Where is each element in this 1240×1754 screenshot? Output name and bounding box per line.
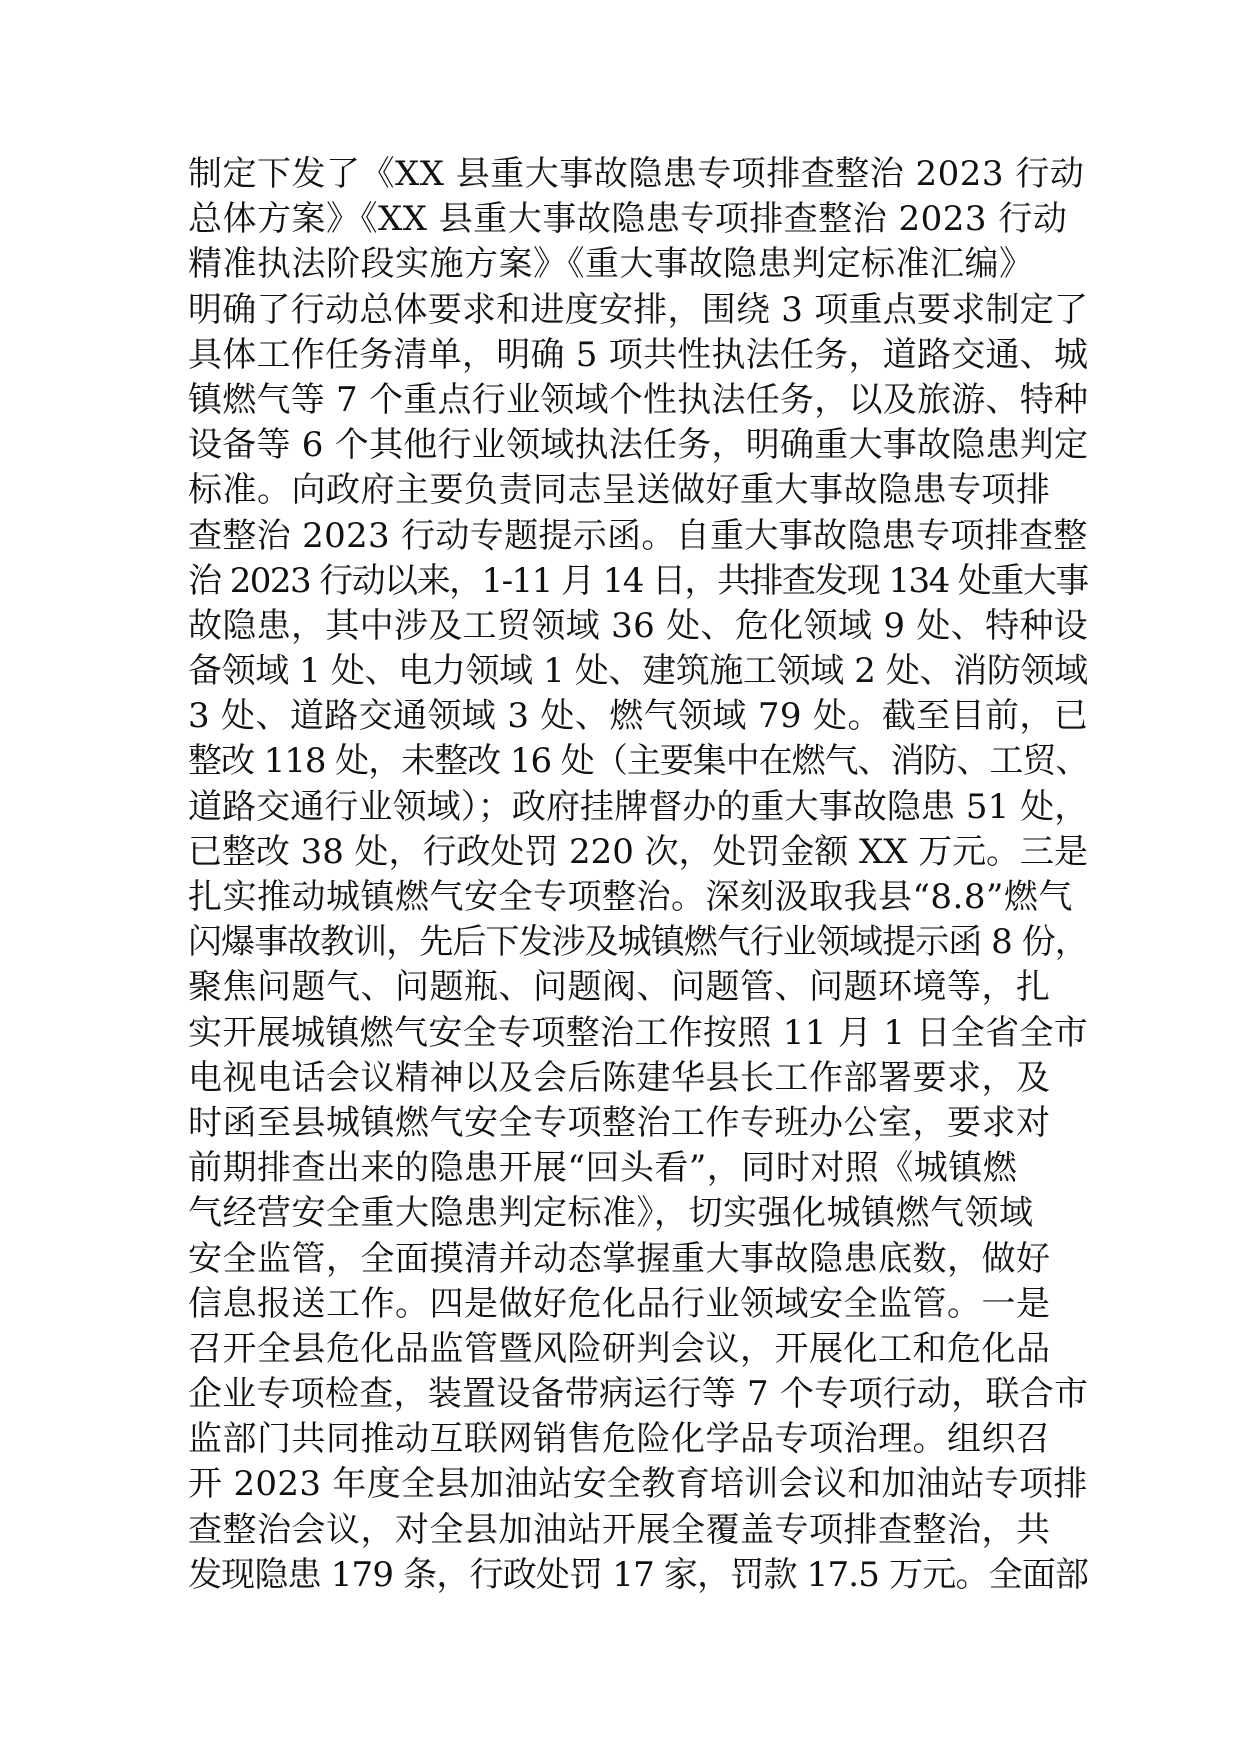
text-line: 整改 118 处，未整改 16 处（主要集中在燃气、消防、工贸、 [188, 741, 1089, 782]
text-line: 标准。向政府主要负责同志呈送做好重大事故隐患专项排 [188, 470, 1051, 511]
text-line: 查整治会议，对全县加油站开展全覆盖专项排查整治，共 [188, 1509, 1051, 1550]
text-line: 企业专项检查，装置设备带病运行等 7 个专项行动，联合市 [188, 1374, 1089, 1415]
text-line: 信息报送工作。四是做好危化品行业领域安全监管。一是 [188, 1283, 1051, 1324]
text-line: 实开展城镇燃气安全专项整治工作按照 11 月 1 日全省全市 [188, 1012, 1089, 1053]
text-line: 扎实推动城镇燃气安全专项整治。深刻汲取我县“8.8”燃气 [188, 877, 1073, 917]
text-line: 已整改 38 处，行政处罚 220 次，处罚金额 XX 万元。三是 [188, 831, 1088, 872]
text-line: 召开全县危化品监管暨风险研判会议，开展化工和危化品 [188, 1328, 1051, 1369]
text-line: 道路交通行业领域）；政府挂牌督办的重大事故隐患 51 处， [188, 786, 1089, 827]
text-line: 明确了行动总体要求和进度安排，围绕 3 项重点要求制定了 [188, 289, 1089, 330]
text-line: 前期排查出来的隐患开展“回头看”，同时对照《城镇燃 [188, 1148, 1018, 1189]
text-line: 聚焦问题气、问题瓶、问题阀、问题管、问题环境等，扎 [188, 967, 1051, 1008]
text-line: 安全监管，全面摸清并动态掌握重大事故隐患底数，做好 [188, 1238, 1051, 1279]
text-line: 气经营安全重大隐患判定标准》，切实强化城镇燃气领域 [188, 1193, 1034, 1234]
text-line: 电视电话会议精神以及会后陈建华县长工作部署要求，及 [188, 1057, 1051, 1098]
text-line: 镇燃气等 7 个重点行业领域个性执法任务，以及旅游、特种 [188, 379, 1089, 420]
text-line: 制定下发了《XX 县重大事故隐患专项排查整治 2023 行动 [188, 154, 1085, 194]
text-line: 总体方案》《XX 县重大事故隐患专项排查整治 2023 行动 [188, 199, 1068, 240]
text-line: 治 2023 行动以来，1-11 月 14 日，共排查发现 134 处重大事 [188, 560, 1088, 601]
text-line: 设备等 6 个其他行业领域执法任务，明确重大事故隐患判定 [188, 425, 1089, 466]
text-line: 闪爆事故教训，先后下发涉及城镇燃气行业领域提示函 8 份， [188, 922, 1088, 963]
text-line: 监部门共同推动互联网销售危险化学品专项治理。组织召 [188, 1419, 1051, 1460]
text-line: 查整治 2023 行动专题提示函。自重大事故隐患专项排查整 [188, 515, 1088, 556]
text-line: 故隐患，其中涉及工贸领域 36 处、危化领域 9 处、特种设 [188, 605, 1089, 646]
text-line: 时函至县城镇燃气安全专项整治工作专班办公室，要求对 [188, 1102, 1051, 1143]
text-line: 具体工作任务清单，明确 5 项共性执法任务，道路交通、城 [188, 334, 1089, 375]
body-paragraph [188, 152, 1088, 1598]
text-line: 精准执法阶段实施方案》《重大事故隐患判定标准汇编》 [188, 244, 1034, 285]
text-line: 3 处、道路交通领域 3 处、燃气领域 79 处。截至目前，已 [188, 696, 1089, 737]
text-line: 开 2023 年度全县加油站安全教育培训会议和加油站专项排 [188, 1464, 1088, 1505]
text-line: 发现隐患 179 条，行政处罚 17 家，罚款 17.5 万元。全面部 [188, 1554, 1089, 1595]
text-line: 备领域 1 处、电力领域 1 处、建筑施工领域 2 处、消防领域 [188, 651, 1088, 692]
